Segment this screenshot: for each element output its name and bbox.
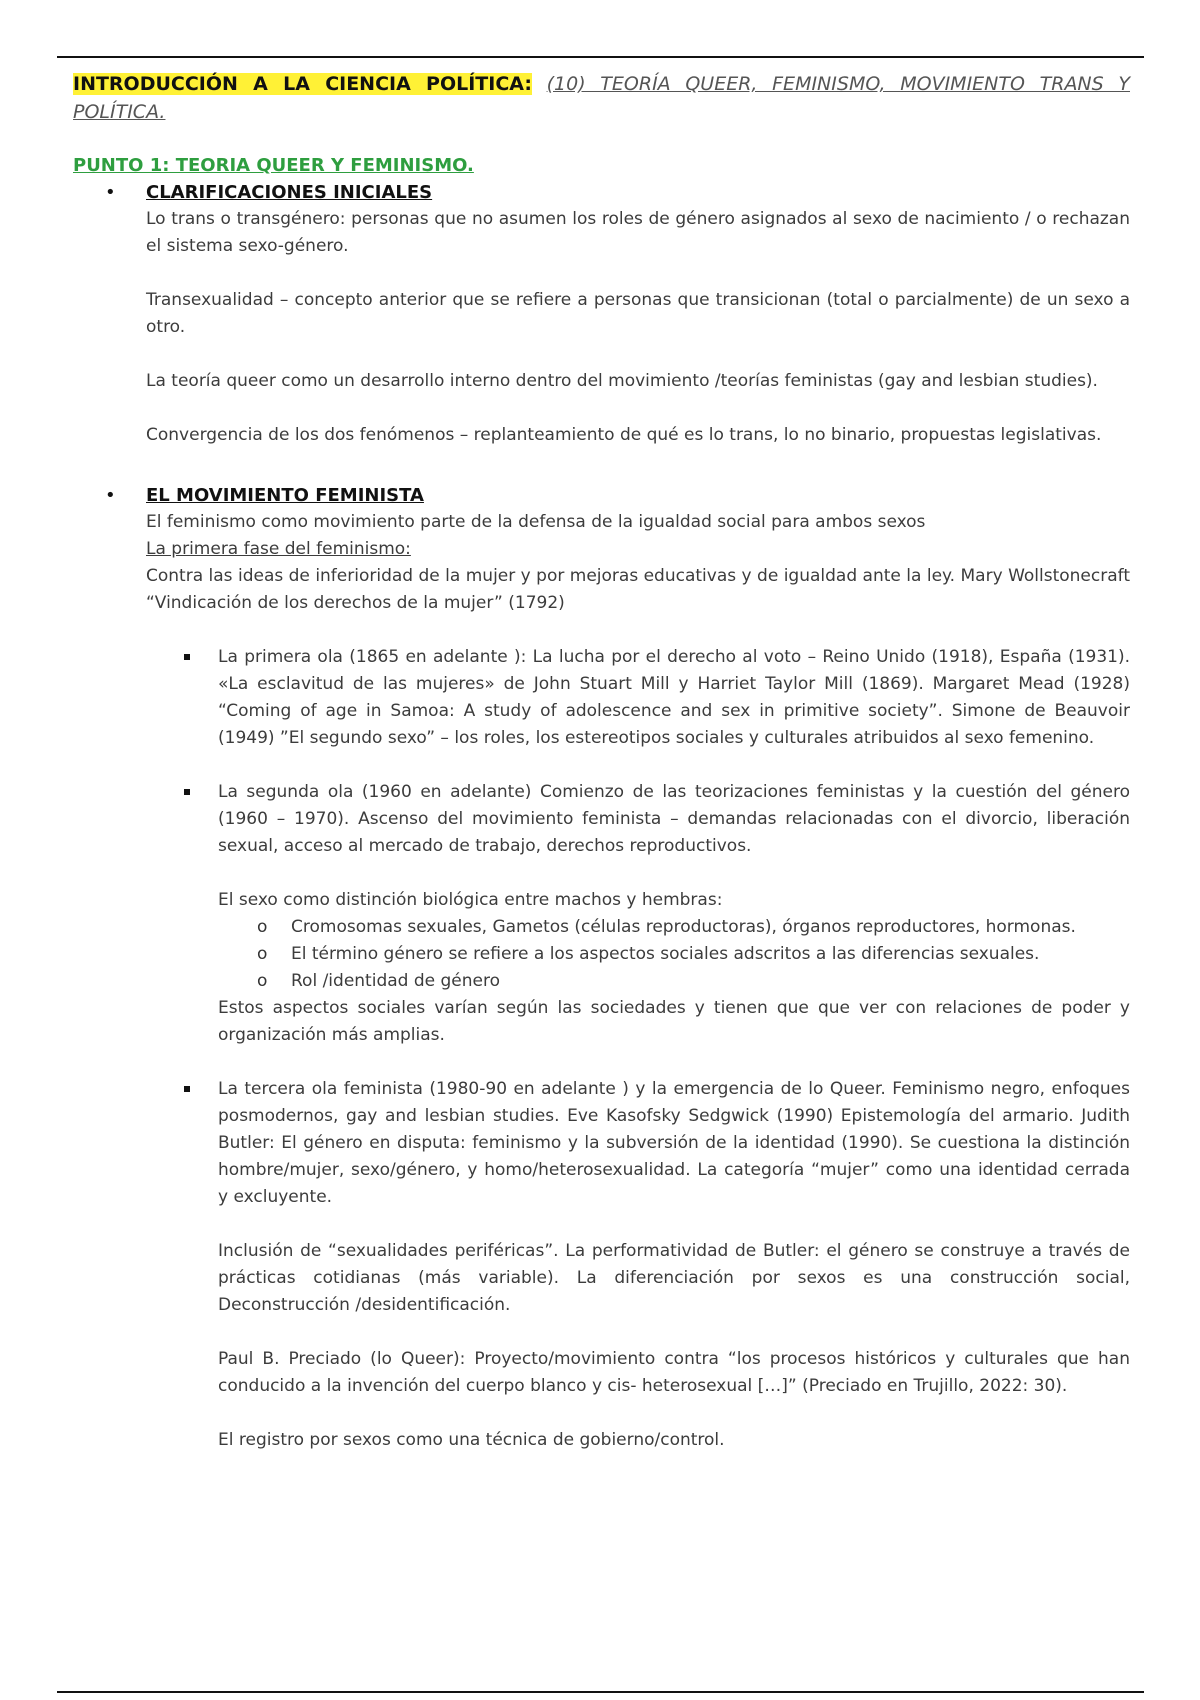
section-heading: CLARIFICACIONES INICIALES: [146, 182, 433, 203]
paragraph: El feminismo como movimiento parte de la defensa de la igualdad social para ambos sexos: [146, 512, 926, 532]
title-highlight: INTRODUCCIÓN A LA CIENCIA POLÍTICA:: [73, 73, 532, 95]
paragraph: El sexo como distinción biológica entre machos y hembras:: [218, 890, 723, 910]
paragraph: Estos aspectos sociales varían según las sociedades y tienen que que ver con relaciones de poder y organización más amplias.: [218, 998, 1130, 1045]
sub-list-item: [73, 941, 1130, 968]
list-item-primera-ola: [73, 644, 1130, 752]
square-bullet-icon: [184, 789, 190, 795]
paragraph: Contra las ideas de inferioridad de la mujer y por mejoras educativas y de igualdad ante la ley. Mary Wollstonecraft “Vindicación de los derechos de la mujer” (1792): [146, 566, 1130, 613]
list-item-segunda-ola: [73, 779, 1130, 914]
page-title: [73, 70, 1130, 126]
paragraph: Lo trans o transgénero: personas que no asumen los roles de género asignados al sexo de nacimiento / o rechazan el sistema sexo-género.: [146, 209, 1130, 256]
section-clarificaciones: [73, 179, 1130, 449]
bullet-icon: •: [105, 182, 116, 203]
punto-heading: PUNTO 1: TEORIA QUEER Y FEMINISMO.: [73, 155, 474, 176]
title-subtitle: (10) TEORÍA QUEER, FEMINISMO, MOVIMIENTO TRANS Y POLÍTICA.: [73, 73, 1130, 123]
sub-item-text: Cromosomas sexuales, Gametos (células reproductoras), órganos reproductores, hormonas.: [291, 917, 1076, 937]
paragraph: Convergencia de los dos fenómenos – replanteamiento de qué es lo trans, lo no binario, propuestas legislativas.: [146, 425, 1102, 445]
paragraph: La primera ola (1865 en adelante ): La lucha por el derecho al voto – Reino Unido (1918), España (1931). «La esclavitud de las mujeres» de John Stuart Mill y Harriet Taylor Mill (1869). Margaret Mead (1928) “Coming of age in Samoa: A study of adolescence and sex in primitive society”. Simone de Beauvoir (1949) ”El segundo sexo” – los roles, los estereotipos sociales y culturales atribuidos al sexo femenino.: [218, 647, 1130, 748]
paragraph: La teoría queer como un desarrollo interno dentro del movimiento /teorías feministas (gay and lesbian studies).: [146, 371, 1098, 391]
section-movimiento-feminista: [73, 482, 1130, 617]
paragraph: El registro por sexos como una técnica de gobierno/control.: [218, 1430, 725, 1450]
sub-item-text: Rol /identidad de género: [291, 971, 500, 991]
bottom-rule: [57, 1691, 1144, 1693]
paragraph: Paul B. Preciado (lo Queer): Proyecto/movimiento contra “los procesos históricos y culturales que han conducido a la invención del cuerpo blanco y cis- heterosexual […]” (Preciado en Trujillo, 2022: 30).: [218, 1349, 1130, 1396]
sub-list-item: [73, 914, 1130, 941]
square-bullet-icon: [184, 1086, 190, 1092]
top-rule: [57, 56, 1144, 58]
square-bullet-icon: [184, 654, 190, 660]
circle-bullet-icon: o: [257, 917, 268, 937]
sub-item-text: El término género se refiere a los aspectos sociales adscritos a las diferencias sexuales.: [291, 944, 1040, 964]
paragraph: Transexualidad – concepto anterior que se refiere a personas que transicionan (total o parcialmente) de un sexo a otro.: [146, 290, 1130, 337]
paragraph: La segunda ola (1960 en adelante) Comienzo de las teorizaciones feministas y la cuestión del género (1960 – 1970). Ascenso del movimiento feminista – demandas relacionadas con el divorcio, liberación sexual, acceso al mercado de trabajo, derechos reproductivos.: [218, 782, 1130, 856]
circle-bullet-icon: o: [257, 944, 268, 964]
paragraph: La tercera ola feminista (1980-90 en adelante ) y la emergencia de lo Queer. Feminismo negro, enfoques posmodernos, gay and lesbian studies. Eve Kasofsky Sedgwick (1990) Epistemología del armario. Judith Butler: El género en disputa: feminismo y la subversión de la identidad (1990). Se cuestiona la distinción hombre/mujer, sexo/género, y homo/heterosexualidad. La categoría “mujer” como una identidad cerrada y excluyente.: [218, 1079, 1130, 1207]
section-heading: EL MOVIMIENTO FEMINISTA: [146, 485, 424, 506]
paragraph: Inclusión de “sexualidades periféricas”. La performatividad de Butler: el género se construye a través de prácticas cotidianas (más variable). La diferenciación por sexos es una construcción social, Deconstrucción /desidentificación.: [218, 1241, 1130, 1315]
phase-label: La primera fase del feminismo:: [146, 539, 411, 559]
bullet-icon: •: [105, 485, 116, 506]
list-item-tercera-ola: [73, 1076, 1130, 1454]
circle-bullet-icon: o: [257, 971, 268, 991]
sub-list-item: [73, 968, 1130, 995]
document-body: [73, 70, 1130, 1454]
